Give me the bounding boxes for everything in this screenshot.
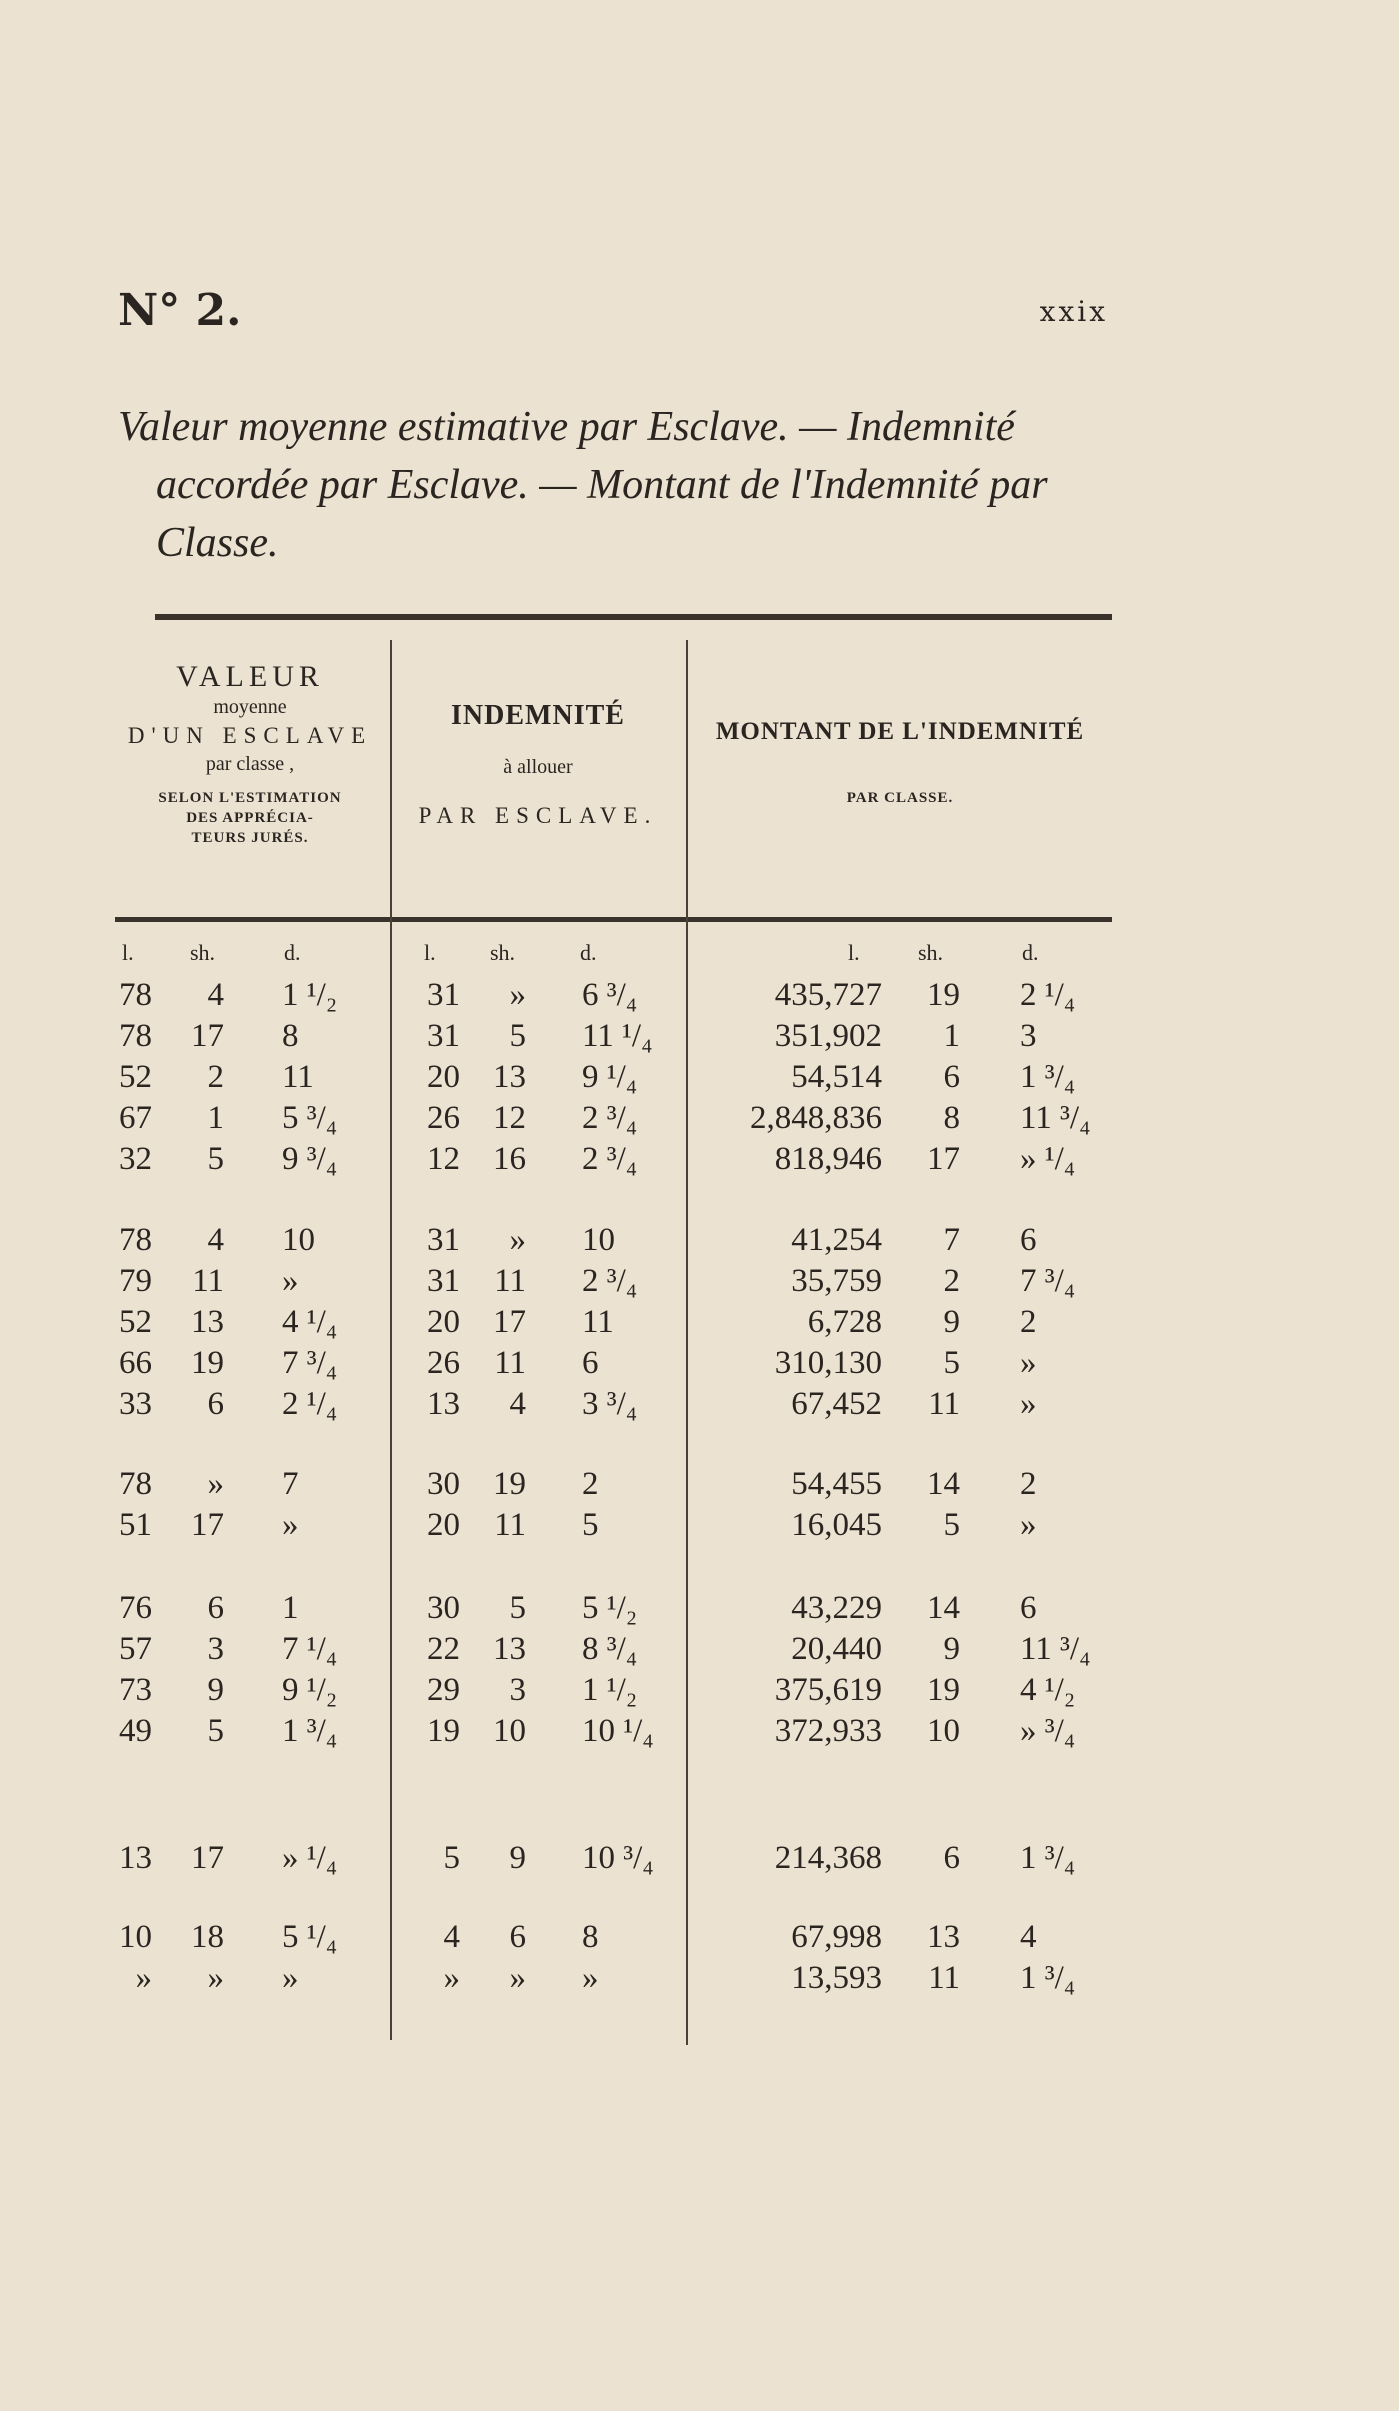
table-cell: » ¹/₄ — [282, 1840, 338, 1876]
header-text: MONTANT DE L'INDEMNITÉ — [715, 718, 1085, 745]
table-cell: 30 — [427, 1590, 460, 1626]
unit-label: l. — [122, 940, 134, 965]
table-cell: 73 — [119, 1672, 152, 1708]
table-cell: 11 — [494, 1507, 526, 1543]
table-cell: 10 — [282, 1222, 315, 1258]
table-cell: 20,440 — [791, 1631, 882, 1667]
table-cell: 11 ¹/₄ — [582, 1018, 653, 1054]
table-cell: 19 — [493, 1466, 526, 1502]
table-header-rule — [115, 917, 1112, 922]
table-cell: 375,619 — [774, 1672, 882, 1708]
unit-label: l. — [424, 940, 436, 965]
table-cell: 67,998 — [791, 1919, 882, 1955]
table-caption — [118, 398, 1108, 572]
table-cell: 6 — [207, 1590, 224, 1626]
table-cell: 3 ³/₄ — [582, 1386, 638, 1422]
table-cell: 4 — [1020, 1919, 1037, 1955]
table-cell: » — [1020, 1507, 1037, 1543]
table-cell: 78 — [119, 1018, 152, 1054]
table-cell: 17 — [191, 1018, 224, 1054]
table-row — [0, 1672, 1399, 1712]
table-cell: 19 — [927, 1672, 960, 1708]
table-cell: 8 — [582, 1919, 599, 1955]
table-cell: 11 — [494, 1263, 526, 1299]
table-cell: 6 — [509, 1919, 526, 1955]
table-cell: 11 — [494, 1345, 526, 1381]
table-cell: 2 ³/₄ — [582, 1263, 638, 1299]
table-cell: 26 — [427, 1345, 460, 1381]
table-cell: 26 — [427, 1100, 460, 1136]
table-cell: 10 — [119, 1919, 152, 1955]
table-cell: 41,254 — [791, 1222, 882, 1258]
table-cell: 33 — [119, 1386, 152, 1422]
table-row — [0, 1713, 1399, 1753]
header-indemnite — [392, 640, 684, 910]
table-cell: 67 — [119, 1100, 152, 1136]
table-cell: 4 — [207, 977, 224, 1013]
table-cell: 1 ³/₄ — [1020, 1059, 1076, 1095]
table-cell: » — [282, 1263, 299, 1299]
table-cell: 5 — [207, 1141, 224, 1177]
table-cell: » — [509, 1222, 526, 1258]
table-cell: 9 ¹/₄ — [582, 1059, 638, 1095]
page-header — [118, 285, 1108, 345]
table-row — [0, 1222, 1399, 1262]
table-cell: 16 — [493, 1141, 526, 1177]
table-cell: 9 — [207, 1672, 224, 1708]
table-cell: 12 — [427, 1141, 460, 1177]
table-row — [0, 1100, 1399, 1140]
page-number-label: N° 2. — [118, 285, 242, 336]
table-cell: 7 ³/₄ — [282, 1345, 338, 1381]
table-cell: 10 ¹/₄ — [582, 1713, 654, 1749]
header-valeur — [112, 640, 388, 910]
table-row — [0, 1960, 1399, 2000]
table-cell: 20 — [427, 1507, 460, 1543]
header-text: PAR CLASSE. — [846, 790, 954, 806]
table-cell: 5 — [943, 1345, 960, 1381]
header-text: VALEUR — [176, 660, 324, 693]
table-cell: 43,229 — [791, 1590, 882, 1626]
table-cell: » ³/₄ — [1020, 1713, 1076, 1749]
table-cell: » — [282, 1960, 299, 1996]
header-text: moyenne — [213, 696, 287, 718]
table-cell: 6 — [207, 1386, 224, 1422]
table-cell: 6 — [943, 1840, 960, 1876]
table-cell: 29 — [427, 1672, 460, 1708]
caption-line: Classe. — [156, 520, 279, 566]
table-cell: 1 — [943, 1018, 960, 1054]
table-cell: 5 — [509, 1590, 526, 1626]
table-cell: » ¹/₄ — [1020, 1141, 1076, 1177]
table-cell: 4 — [443, 1919, 460, 1955]
table-cell: 18 — [191, 1919, 224, 1955]
header-text: D'UN ESCLAVE — [127, 723, 373, 748]
table-cell: » — [207, 1466, 224, 1502]
table-row — [0, 1386, 1399, 1426]
table-cell: 16,045 — [791, 1507, 882, 1543]
table-cell: 32 — [119, 1141, 152, 1177]
table-cell: 20 — [427, 1304, 460, 1340]
table-cell: 6,728 — [807, 1304, 882, 1340]
table-cell: 13 — [927, 1919, 960, 1955]
table-cell: 13 — [119, 1840, 152, 1876]
table-cell: 13 — [191, 1304, 224, 1340]
table-cell: 2 — [207, 1059, 224, 1095]
table-cell: » — [1020, 1386, 1037, 1422]
table-cell: 5 — [582, 1507, 599, 1543]
table-cell: 3 — [509, 1672, 526, 1708]
table-cell: 17 — [191, 1507, 224, 1543]
table-cell: 6 ³/₄ — [582, 977, 638, 1013]
table-cell: 51 — [119, 1507, 152, 1543]
table-cell: 2 ³/₄ — [582, 1141, 638, 1177]
table-cell: 6 — [1020, 1590, 1037, 1626]
table-cell: 20 — [427, 1059, 460, 1095]
table-cell: 214,368 — [774, 1840, 882, 1876]
table-cell: 5 ¹/₄ — [282, 1919, 338, 1955]
table-cell: 10 — [493, 1713, 526, 1749]
table-cell: 1 ³/₄ — [282, 1713, 338, 1749]
table-cell: » — [135, 1960, 152, 1996]
table-cell: 13 — [427, 1386, 460, 1422]
table-row — [0, 1141, 1399, 1181]
table-cell: 78 — [119, 1222, 152, 1258]
table-cell: 31 — [427, 1018, 460, 1054]
table-cell: 9 ³/₄ — [282, 1141, 338, 1177]
table-cell: 14 — [927, 1590, 960, 1626]
table-cell: 8 — [943, 1100, 960, 1136]
table-cell: 4 — [509, 1386, 526, 1422]
table-row — [0, 1631, 1399, 1671]
unit-label: d. — [580, 940, 597, 965]
header-text: par classe , — [205, 753, 295, 775]
folio: xxix — [1039, 295, 1108, 328]
header-text: DES APPRÉCIA- — [186, 810, 314, 826]
table-cell: 4 ¹/₄ — [282, 1304, 338, 1340]
table-row — [0, 1304, 1399, 1344]
table-cell: 11 — [282, 1059, 314, 1095]
header-text: SELON L'ESTIMATION — [158, 790, 342, 806]
table-cell: 17 — [191, 1840, 224, 1876]
table-cell: 13 — [493, 1631, 526, 1667]
table-cell: 7 ³/₄ — [1020, 1263, 1076, 1299]
table-cell: 11 — [928, 1386, 960, 1422]
table-cell: 67,452 — [791, 1386, 882, 1422]
table-cell: 11 — [192, 1263, 224, 1299]
table-cell: 5 — [207, 1713, 224, 1749]
table-cell: 17 — [493, 1304, 526, 1340]
table-row — [0, 1018, 1399, 1058]
table-row — [0, 1590, 1399, 1630]
table-cell: 79 — [119, 1263, 152, 1299]
table-cell: 11 — [928, 1960, 960, 1996]
table-cell: 66 — [119, 1345, 152, 1381]
table-cell: 52 — [119, 1059, 152, 1095]
table-cell: 310,130 — [774, 1345, 882, 1381]
table-cell: 9 — [943, 1631, 960, 1667]
table-cell: 2 — [1020, 1466, 1037, 1502]
table-cell: 78 — [119, 977, 152, 1013]
table-row — [0, 1919, 1399, 1959]
table-cell: 19 — [427, 1713, 460, 1749]
table-cell: 1 ³/₄ — [1020, 1960, 1076, 1996]
table-cell: 4 — [207, 1222, 224, 1258]
table-cell: 1 ¹/₂ — [582, 1672, 638, 1708]
table-cell: 10 ³/₄ — [582, 1840, 654, 1876]
table-cell: 3 — [207, 1631, 224, 1667]
unit-label: l. — [848, 940, 860, 965]
table-cell: 78 — [119, 1466, 152, 1502]
table-cell: 76 — [119, 1590, 152, 1626]
table-cell: 1 — [207, 1100, 224, 1136]
table-cell: 1 ³/₄ — [1020, 1840, 1076, 1876]
table-cell: 22 — [427, 1631, 460, 1667]
table-cell: 31 — [427, 1263, 460, 1299]
table-cell: 52 — [119, 1304, 152, 1340]
unit-label: sh. — [190, 940, 216, 965]
table-cell: 35,759 — [791, 1263, 882, 1299]
table-row — [0, 1345, 1399, 1385]
table-cell: 6 — [1020, 1222, 1037, 1258]
table-cell: 13,593 — [791, 1960, 882, 1996]
header-text: à allouer — [503, 756, 573, 778]
table-cell: 31 — [427, 977, 460, 1013]
table-cell: 54,455 — [791, 1466, 882, 1502]
table-cell: 49 — [119, 1713, 152, 1749]
table-cell: 7 — [943, 1222, 960, 1258]
table-cell: 13 — [493, 1059, 526, 1095]
table-cell: 2 — [582, 1466, 599, 1502]
table-cell: 6 — [943, 1059, 960, 1095]
table-cell: 19 — [191, 1345, 224, 1381]
header-montant — [688, 640, 1112, 910]
table-cell: 5 — [509, 1018, 526, 1054]
table-cell: 2 ¹/₄ — [282, 1386, 338, 1422]
table-cell: 31 — [427, 1222, 460, 1258]
table-cell: 351,902 — [774, 1018, 882, 1054]
table-cell: 4 ¹/₂ — [1020, 1672, 1076, 1708]
table-cell: 2 ³/₄ — [582, 1100, 638, 1136]
table-cell: » — [443, 1960, 460, 1996]
table-row — [0, 1263, 1399, 1303]
caption-line: accordée par Esclave. — Montant de l'Indemnité par — [156, 462, 1048, 508]
table-cell: 8 ³/₄ — [582, 1631, 638, 1667]
table-cell: 2 — [1020, 1304, 1037, 1340]
table-cell: 5 — [443, 1840, 460, 1876]
table-cell: 435,727 — [774, 977, 882, 1013]
table-cell: 9 ¹/₂ — [282, 1672, 338, 1708]
table-cell: 5 — [943, 1507, 960, 1543]
table-cell: 8 — [282, 1018, 299, 1054]
unit-label: sh. — [490, 940, 516, 965]
table-cell: 2 ¹/₄ — [1020, 977, 1076, 1013]
table-cell: 5 ³/₄ — [282, 1100, 338, 1136]
table-cell: » — [509, 977, 526, 1013]
table-cell: 14 — [927, 1466, 960, 1502]
table-cell: 30 — [427, 1466, 460, 1502]
table-cell: » — [207, 1960, 224, 1996]
table-cell: 10 — [927, 1713, 960, 1749]
table-cell: 9 — [943, 1304, 960, 1340]
table-cell: » — [509, 1960, 526, 1996]
unit-label: d. — [1022, 940, 1039, 965]
header-text: TEURS JURÉS. — [191, 830, 309, 846]
table-cell: 818,946 — [774, 1141, 882, 1177]
table-cell: » — [582, 1960, 599, 1996]
caption-line: Valeur moyenne estimative par Esclave. — Indemnité — [118, 404, 1015, 450]
table-cell: » — [282, 1507, 299, 1543]
header-text: INDEMNITÉ — [451, 700, 625, 731]
table-cell: » — [1020, 1345, 1037, 1381]
table-cell: 9 — [509, 1840, 526, 1876]
table-row — [0, 1507, 1399, 1547]
table-cell: 57 — [119, 1631, 152, 1667]
table-cell: 11 — [582, 1304, 614, 1340]
table-cell: 10 — [582, 1222, 615, 1258]
table-cell: 5 ¹/₂ — [582, 1590, 638, 1626]
table-cell: 19 — [927, 977, 960, 1013]
table-cell: 3 — [1020, 1018, 1037, 1054]
table-cell: 1 — [282, 1590, 299, 1626]
table-cell: 2 — [943, 1263, 960, 1299]
table-cell: 17 — [927, 1141, 960, 1177]
table-cell: 54,514 — [791, 1059, 882, 1095]
table-row — [0, 1466, 1399, 1506]
table-cell: 6 — [582, 1345, 599, 1381]
header-text: PAR ESCLAVE. — [418, 803, 658, 828]
table-cell: 11 ³/₄ — [1020, 1631, 1091, 1667]
unit-label: d. — [284, 940, 301, 965]
table-row — [0, 1840, 1399, 1880]
table-cell: 1 ¹/₂ — [282, 977, 338, 1013]
table-top-rule — [155, 614, 1112, 620]
table-cell: 11 ³/₄ — [1020, 1100, 1091, 1136]
table-cell: 7 — [282, 1466, 299, 1502]
table-cell: 372,933 — [774, 1713, 882, 1749]
table-row — [0, 1059, 1399, 1099]
table-cell: 2,848,836 — [750, 1100, 882, 1136]
table-row — [0, 977, 1399, 1017]
table-cell: 12 — [493, 1100, 526, 1136]
table-cell: 7 ¹/₄ — [282, 1631, 338, 1667]
unit-label: sh. — [918, 940, 944, 965]
